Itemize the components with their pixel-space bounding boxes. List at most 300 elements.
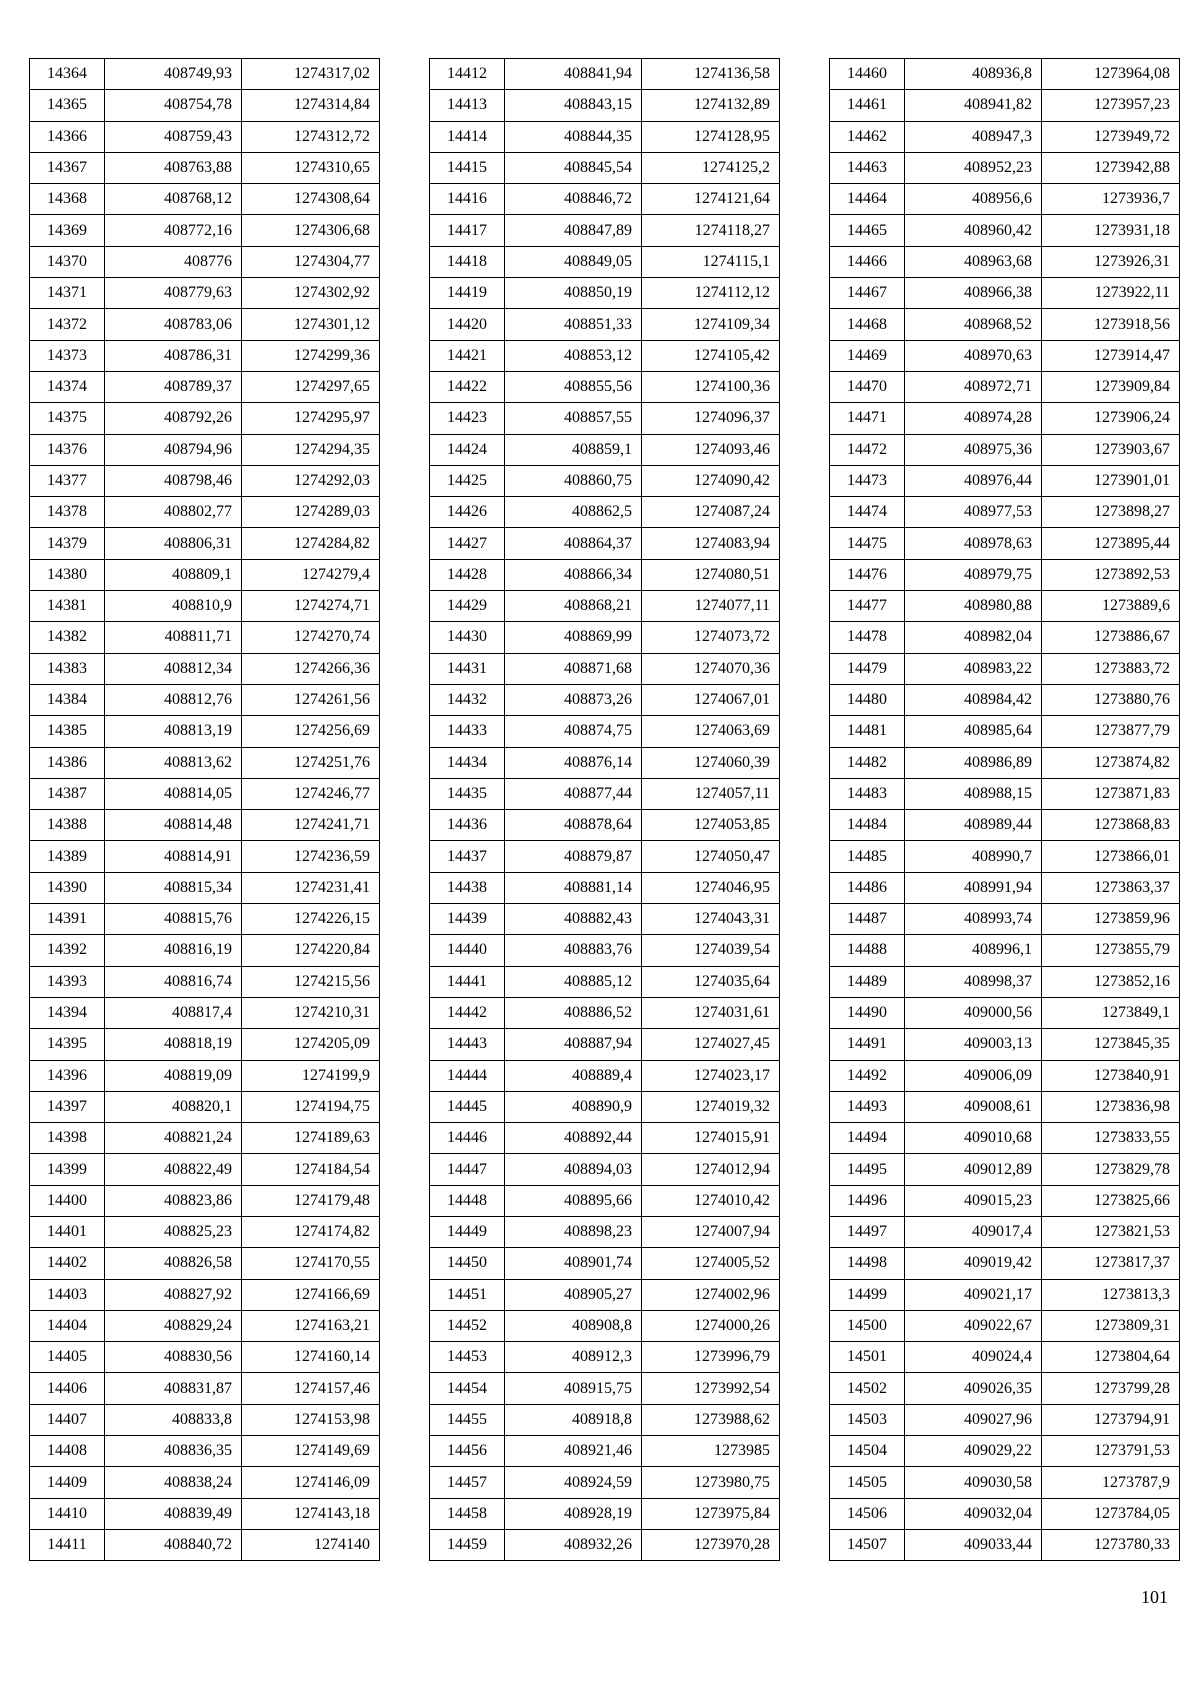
point-number-cell: 14381 [30, 591, 105, 622]
table-row [30, 184, 380, 215]
point-number-cell: 14496 [830, 1185, 905, 1216]
table-row [830, 747, 1180, 778]
y-coordinate-cell: 1273936,7 [1042, 184, 1180, 215]
table-row [830, 90, 1180, 121]
x-coordinate-cell: 408979,75 [905, 559, 1042, 590]
x-coordinate-cell: 408996,1 [905, 935, 1042, 966]
table-row [430, 716, 780, 747]
table-row [830, 966, 1180, 997]
y-coordinate-cell: 1274012,94 [642, 1154, 780, 1185]
table-row [830, 215, 1180, 246]
point-number-cell: 14453 [430, 1342, 505, 1373]
table-row [830, 184, 1180, 215]
y-coordinate-cell: 1273918,56 [1042, 309, 1180, 340]
y-coordinate-cell: 1273901,01 [1042, 465, 1180, 496]
x-coordinate-cell: 408878,64 [505, 810, 642, 841]
y-coordinate-cell: 1273809,31 [1042, 1310, 1180, 1341]
x-coordinate-cell: 408779,63 [105, 278, 242, 309]
table-row [430, 1123, 780, 1154]
x-coordinate-cell: 408956,6 [905, 184, 1042, 215]
point-number-cell: 14393 [30, 966, 105, 997]
y-coordinate-cell: 1273922,11 [1042, 278, 1180, 309]
point-number-cell: 14436 [430, 810, 505, 841]
x-coordinate-cell: 408814,48 [105, 810, 242, 841]
table-row [30, 309, 380, 340]
x-coordinate-cell: 408825,23 [105, 1216, 242, 1247]
y-coordinate-cell: 1273845,35 [1042, 1029, 1180, 1060]
point-number-cell: 14447 [430, 1154, 505, 1185]
x-coordinate-cell: 408989,44 [905, 810, 1042, 841]
y-coordinate-cell: 1274301,12 [242, 309, 380, 340]
point-number-cell: 14458 [430, 1498, 505, 1529]
x-coordinate-cell: 408776 [105, 246, 242, 277]
y-coordinate-cell: 1273874,82 [1042, 747, 1180, 778]
point-number-cell: 14446 [430, 1123, 505, 1154]
y-coordinate-cell: 1274194,75 [242, 1091, 380, 1122]
y-coordinate-cell: 1273829,78 [1042, 1154, 1180, 1185]
table-row [30, 653, 380, 684]
x-coordinate-cell: 408868,21 [505, 591, 642, 622]
x-coordinate-cell: 408869,99 [505, 622, 642, 653]
point-number-cell: 14468 [830, 309, 905, 340]
table-row [830, 1529, 1180, 1560]
y-coordinate-cell: 1273880,76 [1042, 684, 1180, 715]
point-number-cell: 14397 [30, 1091, 105, 1122]
y-coordinate-cell: 1274157,46 [242, 1373, 380, 1404]
point-number-cell: 14481 [830, 716, 905, 747]
point-number-cell: 14472 [830, 434, 905, 465]
x-coordinate-cell: 408823,86 [105, 1185, 242, 1216]
x-coordinate-cell: 408912,3 [505, 1342, 642, 1373]
x-coordinate-cell: 408813,19 [105, 716, 242, 747]
y-coordinate-cell: 1273871,83 [1042, 778, 1180, 809]
point-number-cell: 14422 [430, 371, 505, 402]
x-coordinate-cell: 408831,87 [105, 1373, 242, 1404]
point-number-cell: 14504 [830, 1436, 905, 1467]
y-coordinate-cell: 1273886,67 [1042, 622, 1180, 653]
x-coordinate-cell: 408786,31 [105, 340, 242, 371]
x-coordinate-cell: 408983,22 [905, 653, 1042, 684]
y-coordinate-cell: 1274073,72 [642, 622, 780, 653]
table-row [830, 1279, 1180, 1310]
table-row [830, 935, 1180, 966]
x-coordinate-cell: 409029,22 [905, 1436, 1042, 1467]
point-number-cell: 14388 [30, 810, 105, 841]
table-row [430, 246, 780, 277]
table-row [430, 684, 780, 715]
point-number-cell: 14369 [30, 215, 105, 246]
table-row [830, 278, 1180, 309]
point-number-cell: 14460 [830, 59, 905, 90]
y-coordinate-cell: 1273985 [642, 1436, 780, 1467]
point-number-cell: 14477 [830, 591, 905, 622]
y-coordinate-cell: 1273817,37 [1042, 1248, 1180, 1279]
y-coordinate-cell: 1274314,84 [242, 90, 380, 121]
x-coordinate-cell: 408798,46 [105, 465, 242, 496]
y-coordinate-cell: 1274310,65 [242, 152, 380, 183]
table-row [30, 434, 380, 465]
x-coordinate-cell: 408822,49 [105, 1154, 242, 1185]
table-row [830, 1123, 1180, 1154]
y-coordinate-cell: 1274210,31 [242, 997, 380, 1028]
x-coordinate-cell: 408829,24 [105, 1310, 242, 1341]
point-number-cell: 14374 [30, 371, 105, 402]
y-coordinate-cell: 1273949,72 [1042, 121, 1180, 152]
y-coordinate-cell: 1274166,69 [242, 1279, 380, 1310]
x-coordinate-cell: 409027,96 [905, 1404, 1042, 1435]
point-number-cell: 14377 [30, 465, 105, 496]
y-coordinate-cell: 1274295,97 [242, 403, 380, 434]
x-coordinate-cell: 408928,19 [505, 1498, 642, 1529]
x-coordinate-cell: 408811,71 [105, 622, 242, 653]
table-row [30, 1029, 380, 1060]
y-coordinate-cell: 1274226,15 [242, 904, 380, 935]
table-row [30, 465, 380, 496]
y-coordinate-cell: 1273813,3 [1042, 1279, 1180, 1310]
x-coordinate-cell: 408819,09 [105, 1060, 242, 1091]
point-number-cell: 14387 [30, 778, 105, 809]
point-number-cell: 14495 [830, 1154, 905, 1185]
table-row [30, 684, 380, 715]
coordinate-table-3 [829, 58, 1180, 1561]
y-coordinate-cell: 1274050,47 [642, 841, 780, 872]
x-coordinate-cell: 408853,12 [505, 340, 642, 371]
x-coordinate-cell: 408849,05 [505, 246, 642, 277]
x-coordinate-cell: 409000,56 [905, 997, 1042, 1028]
table-row [30, 1279, 380, 1310]
table-row [30, 340, 380, 371]
point-number-cell: 14440 [430, 935, 505, 966]
y-coordinate-cell: 1273980,75 [642, 1467, 780, 1498]
point-number-cell: 14409 [30, 1467, 105, 1498]
x-coordinate-cell: 408772,16 [105, 215, 242, 246]
point-number-cell: 14383 [30, 653, 105, 684]
y-coordinate-cell: 1274105,42 [642, 340, 780, 371]
table-row [30, 747, 380, 778]
x-coordinate-cell: 408980,88 [905, 591, 1042, 622]
table-row [30, 497, 380, 528]
table-row [430, 184, 780, 215]
x-coordinate-cell: 408877,44 [505, 778, 642, 809]
point-number-cell: 14461 [830, 90, 905, 121]
table-row [30, 59, 380, 90]
point-number-cell: 14371 [30, 278, 105, 309]
table-row [430, 1342, 780, 1373]
table-row [30, 1310, 380, 1341]
point-number-cell: 14366 [30, 121, 105, 152]
table-row [30, 1373, 380, 1404]
y-coordinate-cell: 1273889,6 [1042, 591, 1180, 622]
y-coordinate-cell: 1274279,4 [242, 559, 380, 590]
table-row [30, 904, 380, 935]
point-number-cell: 14426 [430, 497, 505, 528]
y-coordinate-cell: 1273836,98 [1042, 1091, 1180, 1122]
point-number-cell: 14385 [30, 716, 105, 747]
point-number-cell: 14465 [830, 215, 905, 246]
y-coordinate-cell: 1274112,12 [642, 278, 780, 309]
table-row [430, 622, 780, 653]
point-number-cell: 14439 [430, 904, 505, 935]
y-coordinate-cell: 1273791,53 [1042, 1436, 1180, 1467]
y-coordinate-cell: 1274199,9 [242, 1060, 380, 1091]
point-number-cell: 14395 [30, 1029, 105, 1060]
x-coordinate-cell: 408952,23 [905, 152, 1042, 183]
x-coordinate-cell: 408876,14 [505, 747, 642, 778]
y-coordinate-cell: 1274080,51 [642, 559, 780, 590]
table-row [30, 278, 380, 309]
y-coordinate-cell: 1274153,98 [242, 1404, 380, 1435]
y-coordinate-cell: 1274236,59 [242, 841, 380, 872]
table-row [830, 1310, 1180, 1341]
x-coordinate-cell: 408844,35 [505, 121, 642, 152]
x-coordinate-cell: 408885,12 [505, 966, 642, 997]
table-row [830, 1373, 1180, 1404]
x-coordinate-cell: 408991,94 [905, 872, 1042, 903]
table-row [830, 121, 1180, 152]
x-coordinate-cell: 409024,4 [905, 1342, 1042, 1373]
y-coordinate-cell: 1274023,17 [642, 1060, 780, 1091]
y-coordinate-cell: 1274083,94 [642, 528, 780, 559]
y-coordinate-cell: 1274294,35 [242, 434, 380, 465]
point-number-cell: 14492 [830, 1060, 905, 1091]
x-coordinate-cell: 408809,1 [105, 559, 242, 590]
x-coordinate-cell: 409017,4 [905, 1216, 1042, 1247]
y-coordinate-cell: 1273964,08 [1042, 59, 1180, 90]
table-row [830, 684, 1180, 715]
point-number-cell: 14438 [430, 872, 505, 903]
table-row [830, 997, 1180, 1028]
x-coordinate-cell: 409022,67 [905, 1310, 1042, 1341]
y-coordinate-cell: 1273892,53 [1042, 559, 1180, 590]
x-coordinate-cell: 408985,64 [905, 716, 1042, 747]
y-coordinate-cell: 1274005,52 [642, 1248, 780, 1279]
x-coordinate-cell: 408836,35 [105, 1436, 242, 1467]
y-coordinate-cell: 1274096,37 [642, 403, 780, 434]
point-number-cell: 14463 [830, 152, 905, 183]
point-number-cell: 14485 [830, 841, 905, 872]
y-coordinate-cell: 1274019,32 [642, 1091, 780, 1122]
y-coordinate-cell: 1273914,47 [1042, 340, 1180, 371]
table-row [30, 810, 380, 841]
table-row [30, 872, 380, 903]
y-coordinate-cell: 1274063,69 [642, 716, 780, 747]
point-number-cell: 14418 [430, 246, 505, 277]
point-number-cell: 14408 [30, 1436, 105, 1467]
table-row [430, 1529, 780, 1560]
x-coordinate-cell: 408966,38 [905, 278, 1042, 309]
point-number-cell: 14488 [830, 935, 905, 966]
point-number-cell: 14411 [30, 1529, 105, 1560]
table-row [430, 90, 780, 121]
x-coordinate-cell: 408749,93 [105, 59, 242, 90]
table-row [430, 1498, 780, 1529]
y-coordinate-cell: 1274215,56 [242, 966, 380, 997]
y-coordinate-cell: 1274149,69 [242, 1436, 380, 1467]
table-row [30, 935, 380, 966]
table-row [430, 309, 780, 340]
point-number-cell: 14464 [830, 184, 905, 215]
table-row [430, 653, 780, 684]
y-coordinate-cell: 1273833,55 [1042, 1123, 1180, 1154]
point-number-cell: 14475 [830, 528, 905, 559]
point-number-cell: 14474 [830, 497, 905, 528]
point-number-cell: 14490 [830, 997, 905, 1028]
y-coordinate-cell: 1273840,91 [1042, 1060, 1180, 1091]
point-number-cell: 14379 [30, 528, 105, 559]
point-number-cell: 14505 [830, 1467, 905, 1498]
y-coordinate-cell: 1273898,27 [1042, 497, 1180, 528]
y-coordinate-cell: 1274125,2 [642, 152, 780, 183]
y-coordinate-cell: 1273970,28 [642, 1529, 780, 1560]
table-row [430, 371, 780, 402]
table-row [830, 1467, 1180, 1498]
x-coordinate-cell: 408817,4 [105, 997, 242, 1028]
y-coordinate-cell: 1274109,34 [642, 309, 780, 340]
table-row [830, 872, 1180, 903]
point-number-cell: 14389 [30, 841, 105, 872]
point-number-cell: 14375 [30, 403, 105, 434]
table-row [430, 966, 780, 997]
point-number-cell: 14399 [30, 1154, 105, 1185]
point-number-cell: 14421 [430, 340, 505, 371]
y-coordinate-cell: 1274140 [242, 1529, 380, 1560]
point-number-cell: 14372 [30, 309, 105, 340]
point-number-cell: 14430 [430, 622, 505, 653]
table-row [30, 966, 380, 997]
point-number-cell: 14507 [830, 1529, 905, 1560]
x-coordinate-cell: 408814,91 [105, 841, 242, 872]
y-coordinate-cell: 1273852,16 [1042, 966, 1180, 997]
y-coordinate-cell: 1274205,09 [242, 1029, 380, 1060]
table-row [430, 559, 780, 590]
point-number-cell: 14428 [430, 559, 505, 590]
y-coordinate-cell: 1274189,63 [242, 1123, 380, 1154]
x-coordinate-cell: 408833,8 [105, 1404, 242, 1435]
table-row [430, 215, 780, 246]
y-coordinate-cell: 1273975,84 [642, 1498, 780, 1529]
table-row [830, 152, 1180, 183]
y-coordinate-cell: 1274057,11 [642, 778, 780, 809]
y-coordinate-cell: 1274289,03 [242, 497, 380, 528]
x-coordinate-cell: 408862,5 [505, 497, 642, 528]
y-coordinate-cell: 1273906,24 [1042, 403, 1180, 434]
table-row [830, 591, 1180, 622]
x-coordinate-cell: 408976,44 [905, 465, 1042, 496]
x-coordinate-cell: 409019,42 [905, 1248, 1042, 1279]
point-number-cell: 14419 [430, 278, 505, 309]
table-row [430, 434, 780, 465]
y-coordinate-cell: 1274031,61 [642, 997, 780, 1028]
point-number-cell: 14404 [30, 1310, 105, 1341]
point-number-cell: 14437 [430, 841, 505, 872]
x-coordinate-cell: 408857,55 [505, 403, 642, 434]
point-number-cell: 14403 [30, 1279, 105, 1310]
y-coordinate-cell: 1274299,36 [242, 340, 380, 371]
point-number-cell: 14378 [30, 497, 105, 528]
table-row [430, 1185, 780, 1216]
point-number-cell: 14412 [430, 59, 505, 90]
table-row [830, 1248, 1180, 1279]
y-coordinate-cell: 1273784,05 [1042, 1498, 1180, 1529]
point-number-cell: 14506 [830, 1498, 905, 1529]
table-row [30, 841, 380, 872]
y-coordinate-cell: 1274266,36 [242, 653, 380, 684]
point-number-cell: 14498 [830, 1248, 905, 1279]
x-coordinate-cell: 408792,26 [105, 403, 242, 434]
point-number-cell: 14415 [430, 152, 505, 183]
x-coordinate-cell: 408915,75 [505, 1373, 642, 1404]
y-coordinate-cell: 1273825,66 [1042, 1185, 1180, 1216]
table-row [30, 246, 380, 277]
point-number-cell: 14384 [30, 684, 105, 715]
table-row [30, 1123, 380, 1154]
point-number-cell: 14410 [30, 1498, 105, 1529]
table-row [830, 371, 1180, 402]
y-coordinate-cell: 1274118,27 [642, 215, 780, 246]
x-coordinate-cell: 408947,3 [905, 121, 1042, 152]
x-coordinate-cell: 408936,8 [905, 59, 1042, 90]
x-coordinate-cell: 408901,74 [505, 1248, 642, 1279]
point-number-cell: 14480 [830, 684, 905, 715]
table-row [30, 371, 380, 402]
y-coordinate-cell: 1274027,45 [642, 1029, 780, 1060]
point-number-cell: 14417 [430, 215, 505, 246]
point-number-cell: 14424 [430, 434, 505, 465]
y-coordinate-cell: 1274143,18 [242, 1498, 380, 1529]
x-coordinate-cell: 408890,9 [505, 1091, 642, 1122]
x-coordinate-cell: 408874,75 [505, 716, 642, 747]
x-coordinate-cell: 408820,1 [105, 1091, 242, 1122]
y-coordinate-cell: 1273931,18 [1042, 215, 1180, 246]
table-row [830, 1091, 1180, 1122]
point-number-cell: 14484 [830, 810, 905, 841]
table-row [30, 1529, 380, 1560]
x-coordinate-cell: 408847,89 [505, 215, 642, 246]
x-coordinate-cell: 408998,37 [905, 966, 1042, 997]
table-row [830, 1404, 1180, 1435]
table-row [30, 1060, 380, 1091]
table-row [430, 1467, 780, 1498]
y-coordinate-cell: 1274090,42 [642, 465, 780, 496]
table-row [30, 1404, 380, 1435]
table-row [430, 997, 780, 1028]
x-coordinate-cell: 408768,12 [105, 184, 242, 215]
point-number-cell: 14486 [830, 872, 905, 903]
y-coordinate-cell: 1274179,48 [242, 1185, 380, 1216]
x-coordinate-cell: 409003,13 [905, 1029, 1042, 1060]
x-coordinate-cell: 409030,58 [905, 1467, 1042, 1498]
y-coordinate-cell: 1274246,77 [242, 778, 380, 809]
point-number-cell: 14451 [430, 1279, 505, 1310]
point-number-cell: 14432 [430, 684, 505, 715]
table-row [430, 1060, 780, 1091]
table-row [430, 278, 780, 309]
table-row [830, 59, 1180, 90]
point-number-cell: 14487 [830, 904, 905, 935]
y-coordinate-cell: 1274308,64 [242, 184, 380, 215]
table-row [430, 778, 780, 809]
y-coordinate-cell: 1274174,82 [242, 1216, 380, 1247]
y-coordinate-cell: 1273866,01 [1042, 841, 1180, 872]
y-coordinate-cell: 1274093,46 [642, 434, 780, 465]
point-number-cell: 14433 [430, 716, 505, 747]
point-number-cell: 14394 [30, 997, 105, 1028]
point-number-cell: 14491 [830, 1029, 905, 1060]
y-coordinate-cell: 1274170,55 [242, 1248, 380, 1279]
table-row [830, 1185, 1180, 1216]
table-row [430, 1216, 780, 1247]
point-number-cell: 14370 [30, 246, 105, 277]
